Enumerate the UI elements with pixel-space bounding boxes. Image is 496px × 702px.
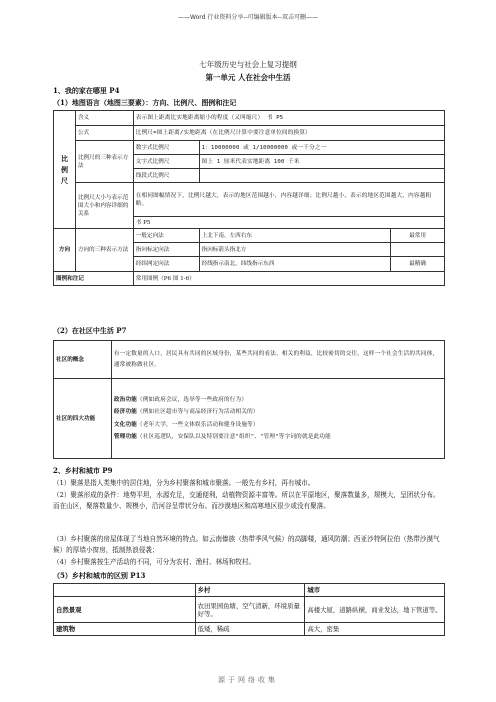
paragraph-2: （2）聚落形成的条件：地势平坦，水源充足，交通便利，动植物资源丰富等。所以在平原地区，聚落数量多，规模大，呈团状分布。而在山区，聚落数量少、规模小，沿河谷呈带状分布。而沙漠地区和高寒地区很少或没有聚落。 — [53, 491, 440, 510]
line-scale-key: 线段式比例尺 — [133, 169, 199, 183]
formula-key: 公式 — [75, 126, 133, 141]
header-rural: 乡村 — [195, 584, 305, 597]
grid-method-note: 最精确 — [391, 257, 445, 272]
community-table — [53, 340, 445, 459]
community-concept-value: 有一定数量的人口，居民具有共同的区域身份，某些共同的看法，相关的利益，比较密切的交往。这样一个社会生活的共同体，通常被称做社区。 — [111, 341, 444, 379]
rural-buildings: 低矮，稀疏 — [195, 623, 305, 636]
section-2-heading: 2、乡村和城市 P9 — [53, 466, 113, 475]
section-2-5-heading: （5）乡村和城市的区别 P13 — [53, 571, 146, 580]
community-concept-key: 社区的概念 — [54, 341, 112, 379]
direction-methods-key: 方向的三种表示方法 — [75, 229, 133, 272]
city-landscape: 高楼大厦，道路纵横，商业发达，地下管道等。 — [305, 597, 445, 623]
rural-city-table — [53, 583, 445, 636]
community-functions-value — [111, 379, 444, 459]
general-method-note: 最常用 — [391, 229, 445, 243]
text-scale-value: 图上 1 厘米代表实地距离 100 千米 — [199, 155, 444, 169]
paragraph-3: （3）乡村聚落的房屋体现了当地自然环境的特点。如云南傣族（热带季风气候）的高脚楼，通风防潮；西亚沙特阿拉伯（热带沙漠气候）的厚墙小窗房，抵制热浪侵袭； — [53, 535, 440, 554]
scale-label: 比 例 尺 — [54, 111, 76, 229]
scale-size-key: 比例尺大小与表示范围大小和内容详细的关系 — [75, 183, 133, 229]
function-cultural: 文化功能（老年大学，一些文体娱乐活动和健身设施等） — [113, 421, 259, 428]
function-political: 政治功能（例如政府会议，选举等一些政府的行为） — [113, 396, 248, 403]
page-footer: 源于网络收集 — [218, 676, 278, 684]
function-economic: 经济功能（例如社区超市等与商品经济行为活动相关的） — [113, 409, 259, 415]
paragraph-4: （4）乡村聚落按生产活动的不同，可分为农村、渔村、林场和牧村。 — [53, 558, 256, 566]
function-management: 管理功能（社区巡逻队，安保队以及特别要注意"组织"、"管理"等字词的就是此功能 — [113, 434, 331, 440]
direction-label: 方向 — [54, 229, 76, 272]
row-natural-landscape: 自然景观 — [54, 597, 196, 623]
scale-size-value: 在相同图幅情况下，比例尺越大，表示的地区范围越小，内容越详细；比例尺越小，表示的地区范围越大，内容越粗略。 — [133, 183, 444, 217]
arrow-method-value: 指向标箭头指北方 — [199, 243, 390, 257]
meaning-value: 表示图上距离比实地距离缩小的程度（又叫缩尺） 书 P5 — [133, 111, 444, 126]
general-method-key: 一般定向法 — [133, 229, 199, 243]
grid-method-value: 经线指示南北，纬线指示东西 — [199, 257, 390, 272]
row-buildings: 建筑物 — [54, 623, 196, 636]
numeric-scale-key: 数字式比例尺 — [133, 141, 199, 155]
book-ref: 书 P5 — [133, 217, 444, 229]
section-1-2-heading: （2）在社区中生活 P7 — [53, 326, 127, 335]
city-buildings: 高大，密集 — [305, 623, 445, 636]
paragraph-1: （1）聚落是指人类集中的居住地，分为乡村聚落和城市聚落。一般先有乡村，再有城市。 — [53, 479, 315, 487]
community-functions-key: 社区的四大功能 — [54, 379, 112, 459]
section-1-1-heading: （1）地图语言（地图三要素）：方向、比例尺、图例和注记 — [53, 98, 237, 107]
doc-title: 七年级历史与社会上复习提纲 — [199, 60, 297, 69]
legend-key: 图例和注记 — [54, 272, 134, 286]
section-1-heading: 1、我的家在哪里 P4 — [53, 86, 120, 95]
grid-method-key: 经纬网定向法 — [133, 257, 199, 272]
formula-value: 比例尺=图上距离/实地距离（在比例尺计算中要注意单位间的换算） — [133, 126, 444, 141]
page-header: ——Word 行业资料分享--可编辑版本--双击可删—— — [178, 14, 318, 21]
rural-landscape: 农田果园鱼塘，空气清新，环境质量好等。 — [195, 597, 305, 623]
meaning-key: 含义 — [75, 111, 133, 126]
arrow-method-key: 指向标定向法 — [133, 243, 199, 257]
unit-title: 第一单元 人在社会中生活 — [205, 73, 291, 82]
header-city: 城市 — [305, 584, 445, 597]
general-method-value: 上北下南，左西右东 — [199, 229, 390, 243]
text-scale-key: 文字式比例尺 — [133, 155, 199, 169]
scale-forms-key: 比例尺的三种表示方法 — [75, 141, 133, 183]
legend-value: 常用图例（P6 图 1-6） — [133, 272, 444, 286]
numeric-scale-value: 1：10000000 或 1/10000000 或一千分之一 — [199, 141, 444, 155]
map-language-table — [53, 110, 445, 286]
